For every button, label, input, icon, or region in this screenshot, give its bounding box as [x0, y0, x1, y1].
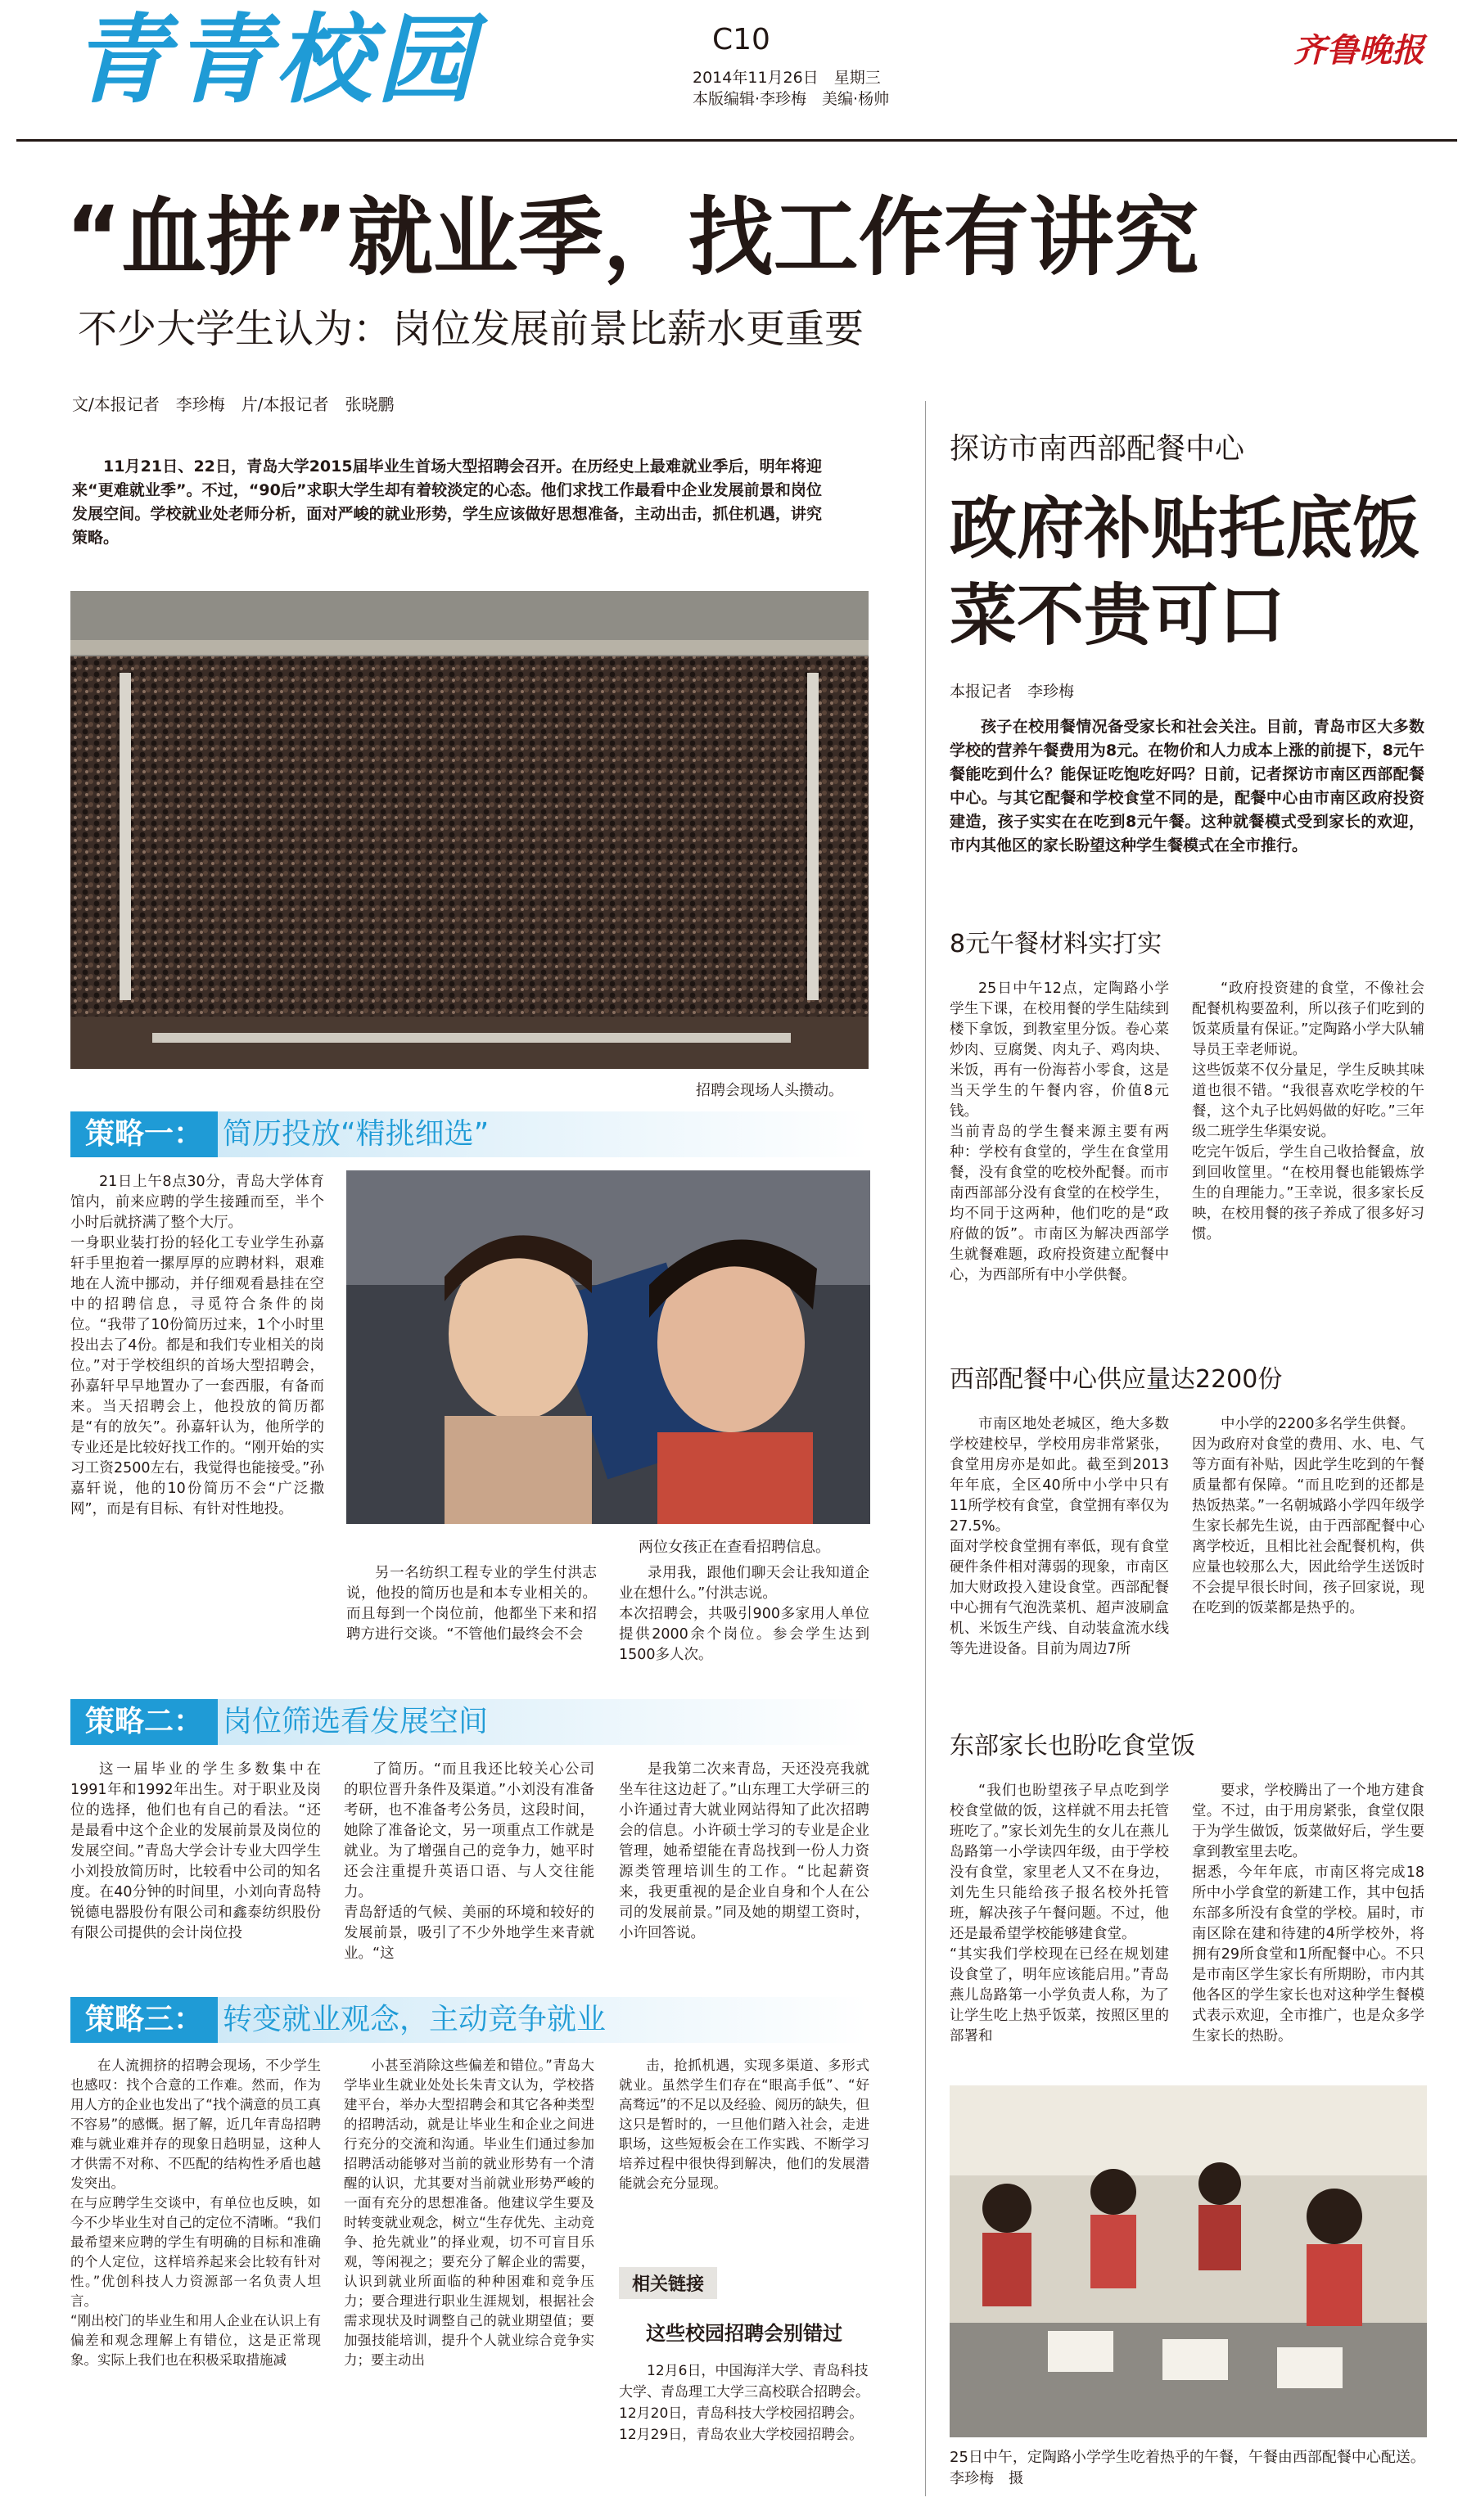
section1-col2	[346, 1563, 597, 1645]
side-sub2-col2	[1192, 1414, 1424, 1619]
section3-tag: 策略三：	[70, 1997, 218, 2043]
side-sub1-col1	[950, 979, 1169, 1286]
side-sub1-col1-text: 25日中午12点，定陶路小学学生下课，在校用餐的学生陆续到楼下拿饭，到教室里分饭。卷心菜炒肉、豆腐煲、肉丸子、鸡肉块、米饭，再有一份海苔小零食，这是当天学生的午餐内容，价值8元钱。 当前青岛的学生餐来源主要有两种：学校有食堂的，学生在食堂用餐，没有食堂的吃校外配餐。而市南西部部分没有食堂的在校学生，均不同于这两种，他们吃的是“政府做的饭”。市南区为解决西部学生就餐难题，政府投资建立配餐中心，为西部所有中小学供餐。	[950, 981, 1169, 1283]
section2-col1-text: 这一届毕业的学生多数集中在1991年和1992年出生。对于职业及岗位的选择，他们也有自己的看法。“还是最看中这个企业的发展前景及岗位的发展空间。”青岛大学会计专业大四学生小刘投放简历时，比较看中公司的知名度。在40分钟的时间里，小刘向青岛特锐德电器股份有限公司和鑫泰纺织股份有限公司提供的会计岗位投	[70, 1761, 321, 1941]
students-lunch-photo	[950, 2085, 1427, 2437]
side-lead	[950, 715, 1424, 858]
masthead	[0, 0, 1476, 147]
section3-bar	[70, 1997, 869, 2043]
masthead-rule	[16, 139, 1457, 142]
side-sub3-col2-text: 要求，学校腾出了一个地方建食堂。不过，由于用房紧张，食堂仅限于为学生做饭，饭菜做好后，学生要拿到教室里去吃。 据悉，今年年底，市南区将完成18所中小学食堂的新建工作，其中包括东部多所没有食堂的学校。届时，市南区除在建和待建的4所学校外，将拥有29所食堂和1所配餐中心。不只是市南区学生家长有所期盼，市内其他各区的学生家长也对这种学生餐模式表示欢迎，全市推广，也是众多学生家长的热盼。	[1192, 1783, 1424, 2044]
side-sub2-col1	[950, 1414, 1169, 1660]
photo1-caption: 招聘会现场人头攒动。	[696, 1082, 843, 1099]
related-box	[619, 2267, 869, 2513]
section2-title: 岗位筛选看发展空间	[218, 1699, 869, 1745]
section3-col3	[619, 2056, 869, 2193]
related-title: 这些校园招聘会别错过	[646, 2322, 842, 2345]
section1-col1	[70, 1172, 324, 1520]
main-byline: 文/本报记者 李珍梅 片/本报记者 张晓鹏	[72, 394, 395, 414]
column-divider	[925, 401, 926, 2496]
photo2-caption: 两位女孩正在查看招聘信息。	[639, 1539, 830, 1556]
side-headline: 政府补贴托底饭菜不贵可口	[950, 490, 1420, 655]
side-lead-text: 孩子在校用餐情况备受家长和社会关注。目前，青岛市区大多数学校的营养午餐费用为8元。在物价和人力成本上涨的前提下，8元午餐能吃到什么？能保证吃饱吃好吗？日前，记者探访市南区西部配餐中心。与其它配餐和学校食堂不同的是，配餐中心由市南区政府投资建造，孩子实实在在吃到8元午餐。这种就餐模式受到家长的欢迎，市内其他区的家长盼望这种学生餐模式在全市推行。	[950, 718, 1424, 854]
main-subheadline: 不少大学生认为：岗位发展前景比薪水更重要	[78, 306, 864, 352]
section2-col1	[70, 1760, 321, 1944]
section2-col3-text: 是我第二次来青岛，天还没亮我就坐车往这边赶了。”山东理工大学研三的小许通过青大就业网站得知了此次招聘会的信息。小许硕士学习的专业是企业管理，她希望能在青岛找到一份人力资源类管理培训生的工作。“比起薪资来，我更重视的是企业自身和个人在公司的发展前景。”同及她的期望工资时，小许回答说。	[619, 1761, 869, 1941]
section2-col2-text: 了简历。“而且我还比较关心公司的职位晋升条件及渠道。”小刘没有准备考研，也不准备考公务员，这段时间，她除了准备论文，另一项重点工作就是就业。为了增强自己的竞争力，她平时还会注重提升英语口语、与人交往能力。 青岛舒适的气候、美丽的环境和较好的发展前景，吸引了不少外地学生来青就业。“这	[344, 1761, 594, 1962]
paper-logo: 齐鲁晚报	[1293, 32, 1424, 70]
section1-col1-text: 21日上午8点30分，青岛大学体育馆内，前来应聘的学生接踵而至，半个小时后就挤满了整个大厅。 一身职业装打扮的轻化工专业学生孙嘉轩手里抱着一摞厚厚的应聘材料，艰难地在人流中挪动，并仔细观看悬挂在空中的招聘信息，寻觅符合条件的岗位。“我带了10份简历过来，1个小时里投出去了4份。都是和我们专业相关的岗位。”对于学校组织的首场大型招聘会，孙嘉轩早早地置办了一套西服，有备而来。当天招聘会上，他投放的简历都是“有的放矢”。孙嘉轩认为，他所学的专业还是比较好找工作的。“刚开始的实习工资2500左右，我觉得也能接受。”孙嘉轩说，他的10份简历不会“广泛撒网”，而是有目标、有针对性地投。	[70, 1174, 324, 1517]
section1-col2-text: 另一名纺织工程专业的学生付洪志说，他投的简历也是和本专业相关的。而且每到一个岗位前，他都坐下来和招聘方进行交谈。“不管他们最终会不会	[346, 1565, 597, 1643]
two-girls-photo	[346, 1170, 870, 1524]
side-sub2-col2-text: 中小学的2200多名学生供餐。 因为政府对食堂的费用、水、电、气等方面有补贴，因此学生吃到的午餐质量都有保障。“而且吃到的还都是热饭热菜。”一名朝城路小学四年级学生家长郝先生说，由于西部配餐中心离学校近，且相比社会配餐机构，供应量也较那么大，因此给学生送饭时不会提早很长时间，孩子回家说，现在吃到的饭菜都是热乎的。	[1192, 1416, 1424, 1616]
related-text: 12月6日，中国海洋大学、青岛科技大学、青岛理工大学三高校联合招聘会。 12月20日，青岛科技大学校园招聘会。 12月29日，青岛农业大学校园招聘会。	[619, 2363, 869, 2443]
section2-bar	[70, 1699, 869, 1745]
page-number: C10	[712, 23, 770, 56]
crowd-illustration	[70, 591, 869, 1069]
section3-title: 转变就业观念，主动竞争就业	[218, 1997, 869, 2043]
section1-title: 简历投放“精挑细选”	[218, 1111, 869, 1157]
date-line: 2014年11月26日 星期三	[693, 69, 881, 87]
section3-col3-text: 击，抢抓机遇，实现多渠道、多形式就业。虽然学生们存在“眼高手低”、“好高骛远”的不足以及经验、阅历的缺失，但这只是暂时的，一旦他们踏入社会，走进职场，这些短板会在工作实践、不断学习培养过程中很快得到解决，他们的发展潜能就会充分显现。	[619, 2058, 869, 2191]
side-sub3-col2	[1192, 1781, 1424, 2047]
section2-tag: 策略二：	[70, 1699, 218, 1745]
job-fair-crowd-photo	[70, 591, 869, 1069]
girls-illustration	[346, 1170, 870, 1524]
section3-col1-text: 在人流拥挤的招聘会现场，不少学生也感叹：找个合意的工作难。然而，作为用人方的企业也发出了“找个满意的员工真不容易”的感慨。据了解，近几年青岛招聘难与就业难并存的现象日趋明显，这种人才供需不对称、不匹配的结构性矛盾也越发突出。 在与应聘学生交谈中，有单位也反映，如今不少毕业生对自己的定位不清晰。“我们最希望来应聘的学生有明确的目标和准确的个人定位，这样培养起来会比较有针对性。”优创科技人力资源部一名负责人坦言。 “刚出校门的毕业生和用人企业在认识上有偏差和观念理解上有错位，这是正常现象。实际上我们也在积极采取措施减	[70, 2058, 321, 2368]
editors-line: 本版编辑·李珍梅 美编·杨帅	[693, 90, 890, 108]
side-sub2-col1-text: 市南区地处老城区，绝大多数学校建校早，学校用房非常紧张，食堂用房亦是如此。截至到2013年年底，全区40所中小学中只有11所学校有食堂，食堂拥有率仅为27.5%。 面对学校食堂拥有率低，现有食堂硬件条件相对薄弱的现象，市南区加大财政投入建设食堂。西部配餐中心拥有气泡洗菜机、超声波刷盒机、米饭生产线、自动装盒流水线等先进设备。目前为周边7所	[950, 1416, 1169, 1657]
column-title: 青青校园	[72, 3, 479, 116]
side-sub3-title: 东部家长也盼吃食堂饭	[950, 1732, 1195, 1760]
photo3-caption: 25日中午，定陶路小学学生吃着热乎的午餐，午餐由西部配餐中心配送。 李珍梅 摄	[950, 2449, 1433, 2487]
side-sub3-col1-text: “我们也盼望孩子早点吃到学校食堂做的饭，这样就不用去托管班吃了。”家长刘先生的女儿在燕儿岛路第一小学读四年级，由于学校没有食堂，家里老人又不在身边，刘先生只能给孩子报名校外托管班，解决孩子午餐问题。不过，他还是最希望学校能够建食堂。 “其实我们学校现在已经在规划建设食堂了，明年应该能启用。”青岛燕儿岛路第一小学负责人称，为了让学生吃上热乎饭菜，按照区里的部署和	[950, 1783, 1169, 2044]
side-sub2-title: 西部配餐中心供应量达2200份	[950, 1365, 1283, 1394]
side-sub1-col2	[1192, 979, 1424, 1245]
main-headline: “血拼”就业季，找工作有讲究	[65, 187, 1199, 287]
section2-col2	[344, 1760, 594, 1964]
main-lead	[72, 455, 822, 550]
section1-col3	[619, 1563, 869, 1666]
side-byline: 本报记者 李珍梅	[950, 683, 1075, 701]
section3-col1	[70, 2056, 321, 2370]
section3-col2-text: 小甚至消除这些偏差和错位。”青岛大学毕业生就业处处长朱青文认为，学校搭建平台，举办大型招聘会和其它各种类型的招聘活动，就是让毕业生和企业之间进行充分的交流和沟通。毕业生们通过参加招聘活动能够对当前的就业形势有一个清醒的认识，尤其要对当前就业形势严峻的一面有充分的思想准备。他建议学生要及时转变就业观念，树立“生存优先、主动竞争、抢先就业”的择业观，切不可盲目乐观，等闲视之；要充分了解企业的需要，认识到就业所面临的种种困难和竞争压力；要合理进行职业生涯规划，根据社会需求现状及时调整自己的就业期望值；要加强技能培训，提升个人就业综合竞争实力；要主动出	[344, 2058, 594, 2368]
section1-tag: 策略一：	[70, 1111, 218, 1157]
lunch-illustration	[950, 2085, 1427, 2437]
side-kicker: 探访市南西部配餐中心	[950, 432, 1245, 466]
section3-col2	[344, 2056, 594, 2370]
side-sub3-col1	[950, 1781, 1169, 2047]
main-lead-text: 11月21日、22日，青岛大学2015届毕业生首场大型招聘会召开。在历经史上最难就业季后，明年将迎来“更难就业季”。不过，“90后”求职大学生却有着较淡定的心态。他们求找工作最看中企业发展前景和岗位发展空间。学校就业处老师分析，面对严峻的就业形势，学生应该做好思想准备，主动出击，抓住机遇，讲究策略。	[72, 458, 822, 547]
section2-col3	[619, 1760, 869, 1944]
section1-col3-text: 录用我，跟他们聊天会让我知道企业在想什么。”付洪志说。 本次招聘会，共吸引900多家用人单位提供2000余个岗位。参会学生达到1500多人次。	[619, 1565, 869, 1663]
side-sub1-col2-text: “政府投资建的食堂，不像社会配餐机构要盈利，所以孩子们吃到的饭菜质量有保证。”定陶路小学大队辅导员王幸老师说。 这些饭菜不仅分量足，学生反映其味道也很不错。“我很喜欢吃学校的午餐，这个丸子比妈妈做的好吃。”三年级二班学生华渠安说。 吃完午饭后，学生自己收拾餐盒，放到回收筐里。“在校用餐也能锻炼学生的自理能力。”王幸说，很多家长反映，在校用餐的孩子养成了很多好习惯。	[1192, 981, 1424, 1242]
side-sub1-title: 8元午餐材料实打实	[950, 930, 1162, 958]
section1-bar	[70, 1111, 869, 1157]
related-label: 相关链接	[619, 2267, 717, 2299]
